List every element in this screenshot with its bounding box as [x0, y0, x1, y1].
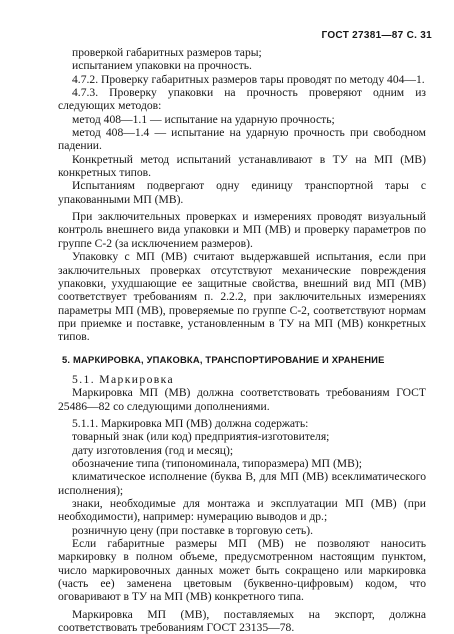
- paragraph: Маркировка МП (МВ), поставляемых на экспорт, должна соответствовать требованиям ГОСТ 23135—78.: [58, 607, 426, 634]
- list-item: обозначение типа (типономинала, типоразмера) МП (МВ);: [72, 456, 362, 470]
- list-item: товарный знак (или код) предприятия-изготовителя;: [72, 430, 330, 444]
- paragraph: Маркировка МП (МВ) должна соответствовать требованиям ГОСТ 25486—82 со следующими дополнениями.: [58, 386, 426, 413]
- paragraph: метод 408—1.4 — испытание на ударную прочность при свободном падении.: [58, 126, 426, 153]
- clause-4-7-3: 4.7.3. Проверку упаковки на прочность проверяют одним из следующих методов:: [58, 86, 426, 113]
- clause-5-1-1: 5.1.1. Маркировка МП (МВ) должна содержать:: [72, 416, 309, 430]
- list-item: розничную цену (при поставке в торговую сеть).: [72, 523, 313, 537]
- document-body: [58, 46, 426, 634]
- paragraph: При заключительных проверках и измерениях проводят визуальный контроль внешнего вида упаковки и МП (МВ) и проверку параметров по группе С-2 (за исключением размеров).: [58, 210, 426, 250]
- paragraph: метод 408—1.1 — испытание на ударную прочность;: [72, 112, 335, 126]
- clause-4-7-2: 4.7.2. Проверку габаритных размеров тары проводят по методу 404—1.: [72, 72, 425, 86]
- list-item: знаки, необходимые для монтажа и эксплуатации МП (МВ) (при необходимости), например: нумерацию выводов и др.;: [58, 497, 426, 524]
- paragraph: Испытаниям подвергают одну единицу транспортной тары с упакованными МП (МВ).: [58, 179, 426, 206]
- subsection-heading: 5.1. Маркировка: [72, 372, 175, 386]
- list-item: климатическое исполнение (буква В, для МП (МВ) всеклиматического исполнения);: [58, 470, 426, 497]
- paragraph: Упаковку с МП (МВ) считают выдержавшей испытания, если при заключительных проверках отсутствуют механические повреждения упаковки, ухудшающие ее защитные свойства, внешний вид МП (МВ) соответствует требованиям п. 2.2.2, при заключительных измерениях параметры МП (МВ), проверяемые по группе С-2, соответствуют нормам при приемке и поставке, установленным в ТУ на МП (МВ) конкретных типов.: [58, 250, 426, 344]
- list-item: дату изготовления (год и месяц);: [72, 443, 234, 457]
- paragraph: Конкретный метод испытаний устанавливают в ТУ на МП (МВ) конкретных типов.: [58, 152, 426, 180]
- page-header: ГОСТ 27381—87 С. 31: [321, 30, 432, 41]
- paragraph: испытанием упаковки на прочность.: [72, 59, 252, 73]
- paragraph: проверкой габаритных размеров тары;: [72, 46, 262, 59]
- section-heading: 5. МАРКИРОВКА, УПАКОВКА, ТРАНСПОРТИРОВАНИЕ И ХРАНЕНИЕ: [62, 353, 385, 365]
- paragraph: Если габаритные размеры МП (МВ) не позволяют наносить маркировку в полном объеме, предусмотренном настоящим пунктом, число маркировочных данных может быть сокращено или маркировка (часть ее) заменена цветовым (буквенно-цифровым) кодом, что оговаривают в ТУ на МП (МВ) конкретного типа.: [58, 537, 426, 604]
